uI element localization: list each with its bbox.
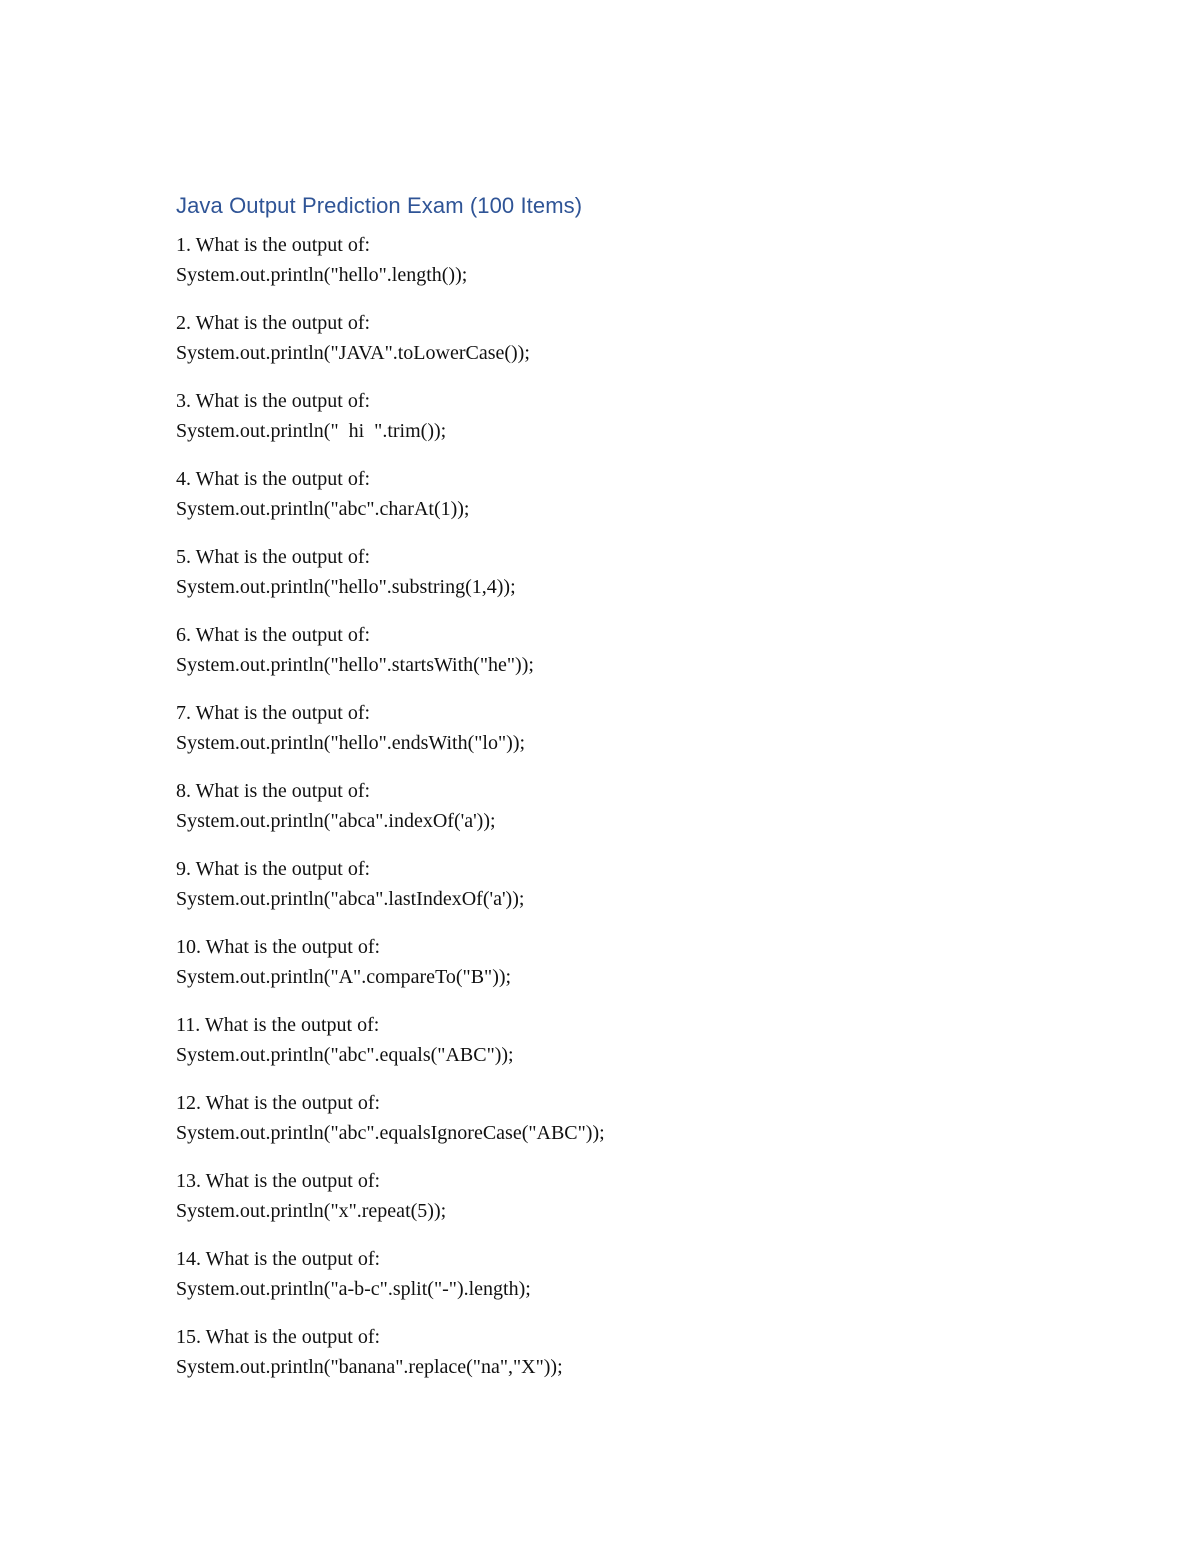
code-line: System.out.println("abc".equalsIgnoreCase("ABC"));: [176, 1122, 605, 1144]
question-item: [176, 1010, 1076, 1070]
question-text: 13. What is the output of:: [176, 1170, 381, 1192]
code-line: System.out.println("hello".length());: [176, 264, 468, 286]
question-item: [176, 1088, 1076, 1148]
question-list: [176, 230, 1076, 1382]
code-line: System.out.println("abca".lastIndexOf('a'));: [176, 888, 525, 910]
question-text: 7. What is the output of:: [176, 702, 371, 724]
question-text: 4. What is the output of:: [176, 468, 371, 490]
question-item: [176, 932, 1076, 992]
code-line: System.out.println(" hi ".trim());: [176, 420, 447, 442]
question-text: 10. What is the output of:: [176, 936, 381, 958]
code-line: System.out.println("hello".startsWith("he"));: [176, 654, 534, 676]
question-item: [176, 854, 1076, 914]
question-text: 8. What is the output of:: [176, 780, 371, 802]
question-item: [176, 1166, 1076, 1226]
code-line: System.out.println("banana".replace("na","X"));: [176, 1356, 563, 1378]
question-text: 5. What is the output of:: [176, 546, 371, 568]
code-line: System.out.println("hello".endsWith("lo"));: [176, 732, 526, 754]
question-text: 3. What is the output of:: [176, 390, 371, 412]
question-text: 9. What is the output of:: [176, 858, 371, 880]
question-text: 12. What is the output of:: [176, 1092, 381, 1114]
document-title: Java Output Prediction Exam (100 Items): [176, 193, 583, 218]
code-line: System.out.println("abca".indexOf('a'));: [176, 810, 496, 832]
code-line: System.out.println("JAVA".toLowerCase());: [176, 342, 530, 364]
code-line: System.out.println("hello".substring(1,4));: [176, 576, 516, 598]
question-text: 15. What is the output of:: [176, 1326, 381, 1348]
code-line: System.out.println("abc".charAt(1));: [176, 498, 470, 520]
document-content: [176, 190, 1076, 1400]
question-item: [176, 308, 1076, 368]
code-line: System.out.println("x".repeat(5));: [176, 1200, 447, 1222]
question-item: [176, 1322, 1076, 1382]
question-item: [176, 464, 1076, 524]
question-item: [176, 1244, 1076, 1304]
code-line: System.out.println("A".compareTo("B"));: [176, 966, 512, 988]
question-text: 14. What is the output of:: [176, 1248, 381, 1270]
question-text: 2. What is the output of:: [176, 312, 371, 334]
question-text: 1. What is the output of:: [176, 234, 371, 256]
question-item: [176, 230, 1076, 290]
question-item: [176, 542, 1076, 602]
question-text: 6. What is the output of:: [176, 624, 371, 646]
question-item: [176, 620, 1076, 680]
question-item: [176, 698, 1076, 758]
code-line: System.out.println("a-b-c".split("-").length);: [176, 1278, 531, 1300]
code-line: System.out.println("abc".equals("ABC"));: [176, 1044, 514, 1066]
question-text: 11. What is the output of:: [176, 1014, 380, 1036]
question-item: [176, 386, 1076, 446]
question-item: [176, 776, 1076, 836]
